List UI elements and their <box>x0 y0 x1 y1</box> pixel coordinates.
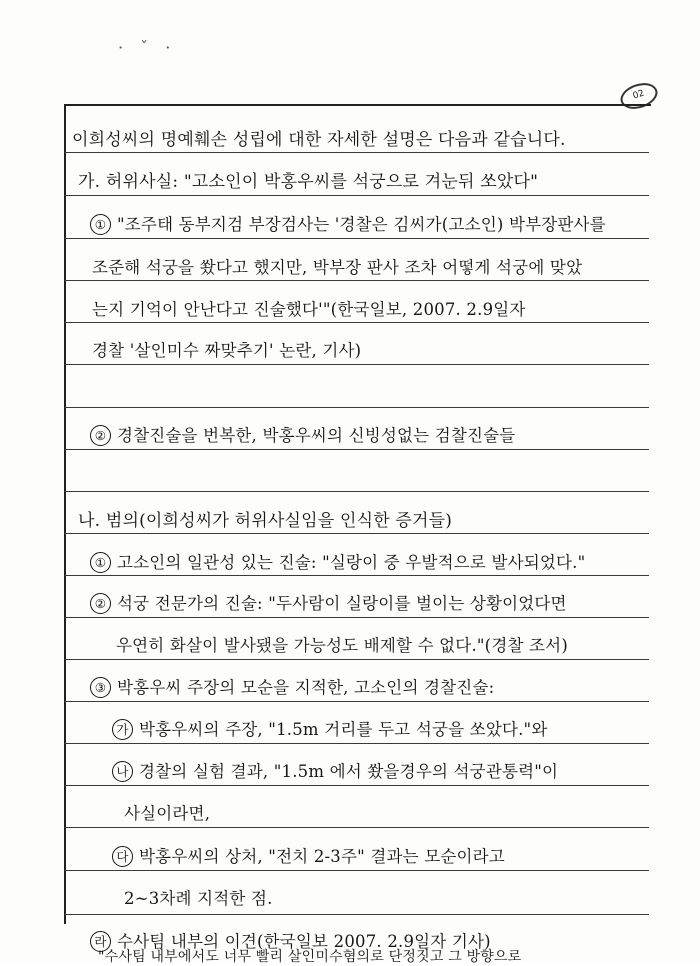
circled-letter-marker: 나 <box>112 761 133 782</box>
rule-line <box>64 701 649 702</box>
section-na-heading: 나. 범의(이희성씨가 허위사실임을 인식한 증거들) <box>78 511 453 531</box>
circled-letter-marker: 다 <box>112 846 133 867</box>
item-ga-1-cont: 는지 기억이 안난다고 진술했다'"(한국일보, 2007. 2.9일자 <box>92 300 526 319</box>
top-scribble-marks: · ˇ · <box>118 38 177 57</box>
sub-item-da: 다 박홍우씨의 상처, "전치 2-3주" 결과는 모순이라고 <box>112 843 505 867</box>
circled-number-marker: ① <box>90 552 111 573</box>
item-ga-2: ② 경찰진술을 번복한, 박홍우씨의 신빙성없는 검찰진술들 <box>90 422 515 446</box>
item-na-4: 라 수사팀 내부의 이견(한국일보 2007. 2.9일자 기사) <box>90 928 491 952</box>
intro-line: 이희성씨의 명예훼손 성립에 대한 자세한 설명은 다음과 같습니다. <box>72 130 566 150</box>
sub-item-na: 나 경찰의 실험 결과, "1.5m 에서 쐈을경우의 석궁관통력"이 <box>112 758 558 782</box>
rule-line <box>64 914 649 915</box>
rule-line <box>64 617 649 618</box>
rule-line <box>64 280 649 281</box>
circled-number-marker: ② <box>90 425 111 446</box>
page-stamp: 02 <box>617 79 661 114</box>
rule-line <box>64 533 649 534</box>
rule-line <box>64 322 649 323</box>
circled-number-marker: ② <box>90 593 111 614</box>
rule-line <box>64 238 649 239</box>
item-na-2: ② 석궁 전문가의 진술: "두사람이 실랑이를 벌이는 상황이었다면 <box>90 590 567 614</box>
sub-item-na-cont: 사실이라면, <box>124 804 211 823</box>
sub-item-ga: 가 박홍우씨의 주장, "1.5m 거리를 두고 석궁을 쏘았다."와 <box>112 716 547 740</box>
rule-line <box>64 449 649 450</box>
rule-line <box>64 870 649 871</box>
rule-line <box>64 407 649 408</box>
sub-item-da-cont: 2~3차례 지적한 점. <box>124 889 273 908</box>
rule-line <box>64 659 649 660</box>
item-ga-1-cont: 조준해 석궁을 쐈다고 했지만, 박부장 판사 조차 어떻게 석궁에 맞았 <box>92 258 583 277</box>
item-na-4-cont: "수사팀 내부에서도 너무 빨리 살인미수혐의로 단정짓고 그 방향으로 <box>98 949 522 965</box>
item-na-3: ③ 박홍우씨 주장의 모순을 지적한, 고소인의 경찰진술: <box>90 674 494 698</box>
rule-line <box>64 364 649 365</box>
rule-line <box>64 785 649 786</box>
section-ga-heading: 가. 허위사실: "고소인이 박홍우씨를 석궁으로 겨눈뒤 쏘았다" <box>78 172 539 192</box>
circled-letter-marker: 라 <box>90 931 111 952</box>
circled-number-marker: ① <box>90 214 111 235</box>
item-ga-1: ① "조주태 동부지검 부장검사는 '경찰은 김씨가(고소인) 박부장판사를 <box>90 211 606 235</box>
circled-letter-marker: 가 <box>112 719 133 740</box>
rule-line <box>64 195 649 196</box>
rule-line <box>64 575 649 576</box>
rule-line <box>64 491 649 492</box>
item-na-1: ① 고소인의 일관성 있는 진술: "실랑이 중 우발적으로 발사되었다." <box>90 549 585 573</box>
item-ga-1-cont: 경찰 '살인미수 짜맞추기' 논란, 기사) <box>92 341 362 360</box>
circled-number-marker: ③ <box>90 677 111 698</box>
item-na-2-cont: 우연히 화살이 발사됐을 가능성도 배제할 수 없다."(경찰 조서) <box>116 636 568 655</box>
rule-line <box>64 827 649 828</box>
rule-line <box>64 743 649 744</box>
rule-line <box>64 152 649 153</box>
